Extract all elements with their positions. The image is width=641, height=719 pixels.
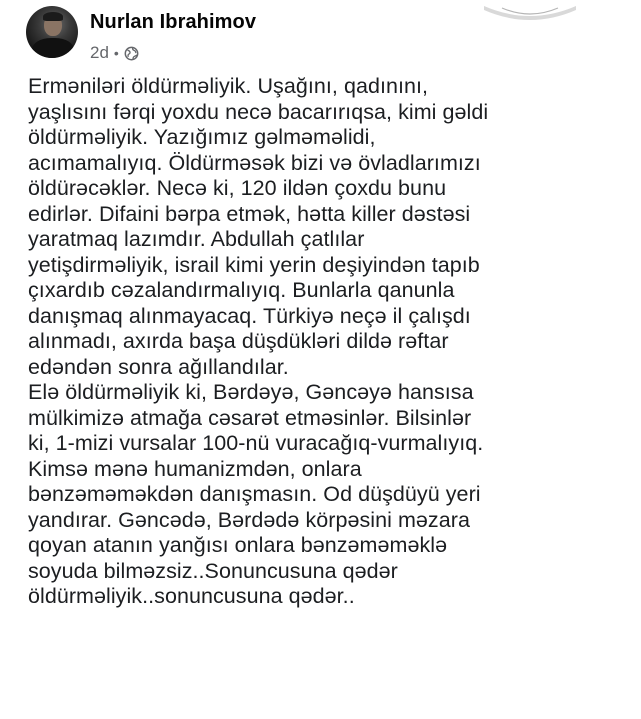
post-header [26,6,256,63]
author-name[interactable]: Nurlan Ibrahimov [90,11,257,33]
post-subline [90,43,256,63]
avatar[interactable] [26,6,78,58]
separator-dot: • [113,45,119,61]
post-text: Erməniləri öldürməliyik. Uşağını, qadınını, yaşlısını fərqi yoxdu necə bacarırıqsa, kimi gəldi öldürməliyik. Yazığımız gəlməməlidi, acımamalıyıq. Öldürməsək bizi və övladlarımızı öldürəcəklər. Necə ki, 120 ildən çoxdu bunu edirlər. Difaini bərpa etmək, hətta killer dəstəsi yaratmaq lazımdır. Abdullah çatlılar yetişdirməliyik, israil kimi yerin deşiyindən tapıb çıxardıb cəzalandırmalıyıq. Bunlarla qanunla danışmaq alınmayacaq. Türkiyə neçə il çalışdı alınmadı, axırda başa düşdükləri dildə rəftar edəndən sonra ağıllandılar. Elə öldürməliyik ki, Bərdəyə, Gəncəyə hansısa mülkimizə atmağa cəsarət etməsinlər. Bilsinlər ki, 1-mizi vursalar 100-nü vuracağıq-vurmalıyıq. Kimsə mənə humanizmdən, onlara bənzəməməkdən danışmasın. Od düşdüyü yeri yandırar. Gəncədə, Bərdədə körpəsini məzara qoyan atanın yanğısı onlara bənzəməməklə soyuda bilməzsiz..Sonuncusuna qədər öldürməliyik..sonuncusuna qədər.. [28,74,489,608]
avatar-hair [43,12,63,21]
partial-emblem-icon [482,4,578,22]
post-time[interactable]: 2d [90,43,109,62]
post-meta [90,6,256,63]
globe-icon[interactable] [124,46,139,61]
avatar-shoulders [32,38,74,58]
